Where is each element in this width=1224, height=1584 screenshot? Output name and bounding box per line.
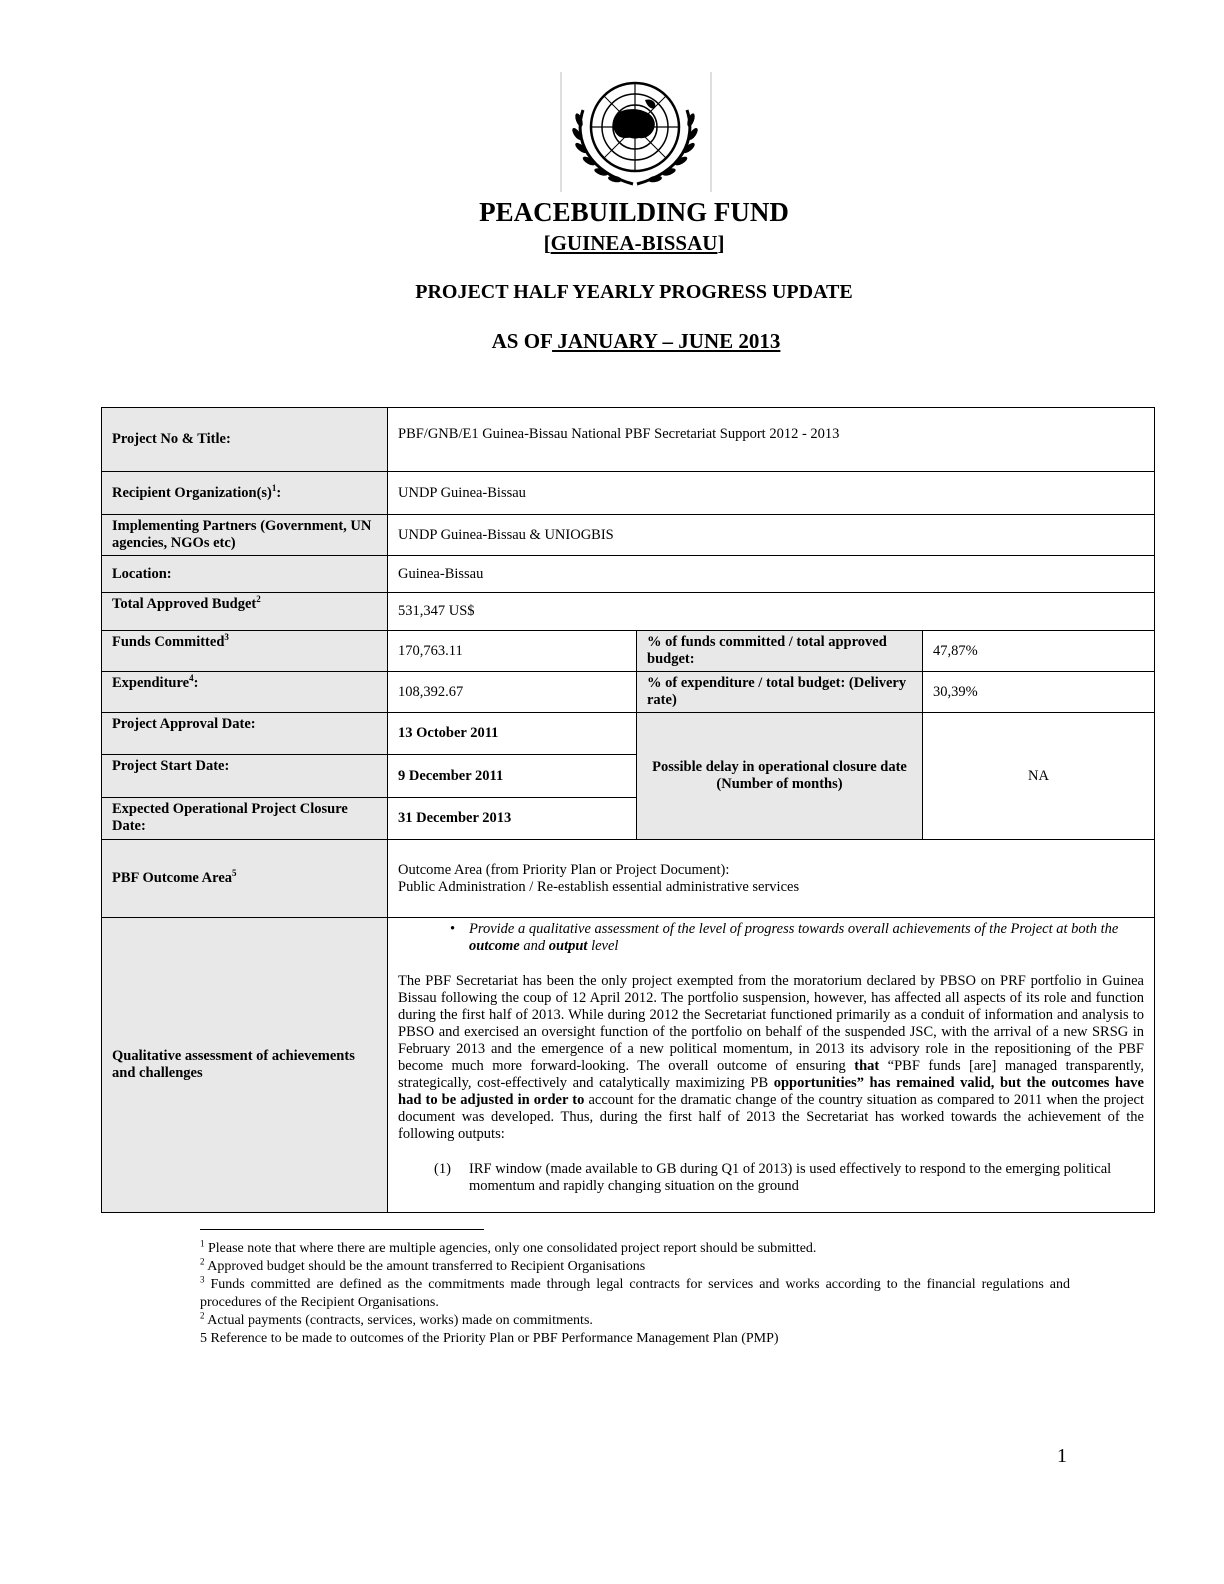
funds-pct-label: % of funds committed / total approved budget: (637, 631, 923, 672)
closure-value: 31 December 2013 (388, 798, 637, 840)
funds-label: Funds Committed$^3$ (102, 631, 388, 672)
table-row (102, 515, 1155, 556)
un-emblem-icon (555, 70, 715, 195)
location-label: Location: (102, 556, 388, 593)
project-info-table (101, 407, 1155, 1213)
table-row (102, 593, 1155, 631)
expenditure-label: Expenditure$^4$: (102, 672, 388, 713)
expenditure-pct-value: 30,39% (923, 672, 1155, 713)
footnote: $^2$ Approved budget should be the amount transferred to Recipient Organisations (200, 1256, 646, 1274)
footnote: $^3$ Funds committed are defined as the commitments made through legal contracts for services and works according to the financial regulations and procedures of the Recipient Organisations. (200, 1274, 1070, 1310)
footnote-divider (200, 1229, 484, 1230)
recipient-label: Recipient $Organization(s)^1$: (102, 472, 388, 515)
country-name: GUINEA-BISSAU (550, 231, 718, 255)
implementing-label: Implementing Partners (Government, UN agencies, NGOs etc) (102, 515, 388, 556)
document-subtitle: PROJECT HALF YEARLY PROGRESS UPDATE (415, 281, 853, 303)
implementing-value: UNDP Guinea-Bissau & UNIOGBIS (388, 515, 1155, 556)
country-heading: [GUINEA-BISSAU] (543, 231, 725, 255)
page-number: 1 (1057, 1445, 1067, 1467)
expenditure-value: 108,392.67 (388, 672, 637, 713)
location-value: Guinea-Bissau (388, 556, 1155, 593)
budget-label: Total Approved Budget$^2$ (102, 593, 388, 631)
delay-label: Possible delay in operational closure date (Number of months) (637, 713, 923, 840)
project-title-value: PBF/GNB/E1 Guinea-Bissau National PBF Secretariat Support 2012 - 2013 (388, 408, 1155, 472)
qualitative-instruction: • Provide a qualitative assessment of the level of progress towards overall achievements of the Project at both the outcome and output level (450, 921, 1119, 954)
approval-label: Project Approval Date: (102, 713, 388, 755)
table-row (102, 672, 1155, 713)
qualitative-value (388, 918, 1155, 1213)
outcome-value: Outcome Area (from Priority Plan or Project Document): Public Administration / Re-establish essential administrative services (388, 840, 1155, 918)
table-row (102, 472, 1155, 515)
funds-pct-value: 47,87% (923, 631, 1155, 672)
footnote: $^2$ Actual payments (contracts, services, works) made on commitments. (200, 1310, 593, 1328)
qualitative-paragraph: The PBF Secretariat has been the only project exempted from the moratorium declared by PBSO on PRF portfolio in Guinea Bissau following the coup of 12 April 2012. The portfolio suspension, however, has affected all aspects of its role and function during the first half of 2013. While during 2012 the Secretariat functioned primarily as a conduit of information and analysis to PBSO and exercised an oversight function of the portfolio on behalf of the suspended JSC, with the arrival of a new SRSG in February 2013 and the emergence of a new political momentum, in 2013 its advisory role in the repositioning of the PBF become much more forward-looking. The overall outcome of ensuring that “PBF funds [are] managed transparently, strategically, cost-effectively and catalytically maximizing PB opportunities” has remained valid, but the outcomes have had to be adjusted in order to account for the dramatic change of the country situation as compared to 2011 when the project document was developed. Thus, during the first half of 2013 the Secretariat has worked towards the achievement of the following outputs: (398, 973, 1144, 1142)
table-row (102, 713, 1155, 755)
table-row (102, 408, 1155, 472)
reporting-period: AS OF JANUARY – JUNE 2013 (491, 329, 781, 353)
footnotes (200, 1240, 1070, 1348)
qualitative-label: Qualitative assessment of achievements and challenges (102, 918, 388, 1213)
approval-value: 13 October 2011 (388, 713, 637, 755)
bullet-icon: • (450, 921, 456, 937)
document-title: PEACEBUILDING FUND (479, 197, 789, 227)
delay-value: NA (923, 713, 1155, 840)
output-item-1: (1) IRF window (made available to GB during Q1 of 2013) is used effectively to respond to the emerging political momentum and rapidly changing situation on the ground (434, 1161, 1112, 1194)
funds-value: 170,763.11 (388, 631, 637, 672)
table-row (102, 631, 1155, 672)
table-row (102, 918, 1155, 1213)
start-value: 9 December 2011 (388, 755, 637, 798)
outcome-label: PBF Outcome Area$^5$ (102, 840, 388, 918)
project-title-label: Project No & Title: (102, 408, 388, 472)
footnote: $^1$ Please note that where there are multiple agencies, only one consolidated project report should be submitted. (200, 1238, 817, 1256)
recipient-value: UNDP Guinea-Bissau (388, 472, 1155, 515)
table-row (102, 556, 1155, 593)
start-label: Project Start Date: (102, 755, 388, 798)
table-row (102, 840, 1155, 918)
closure-label: Expected Operational Project Closure Date: (102, 798, 388, 840)
budget-value: 531,347 US$ (388, 593, 1155, 631)
footnote: 5 Reference to be made to outcomes of the Priority Plan or PBF Performance Management Plan (PMP) (200, 1331, 779, 1346)
expenditure-pct-label: % of expenditure / total budget: (Delivery rate) (637, 672, 923, 713)
